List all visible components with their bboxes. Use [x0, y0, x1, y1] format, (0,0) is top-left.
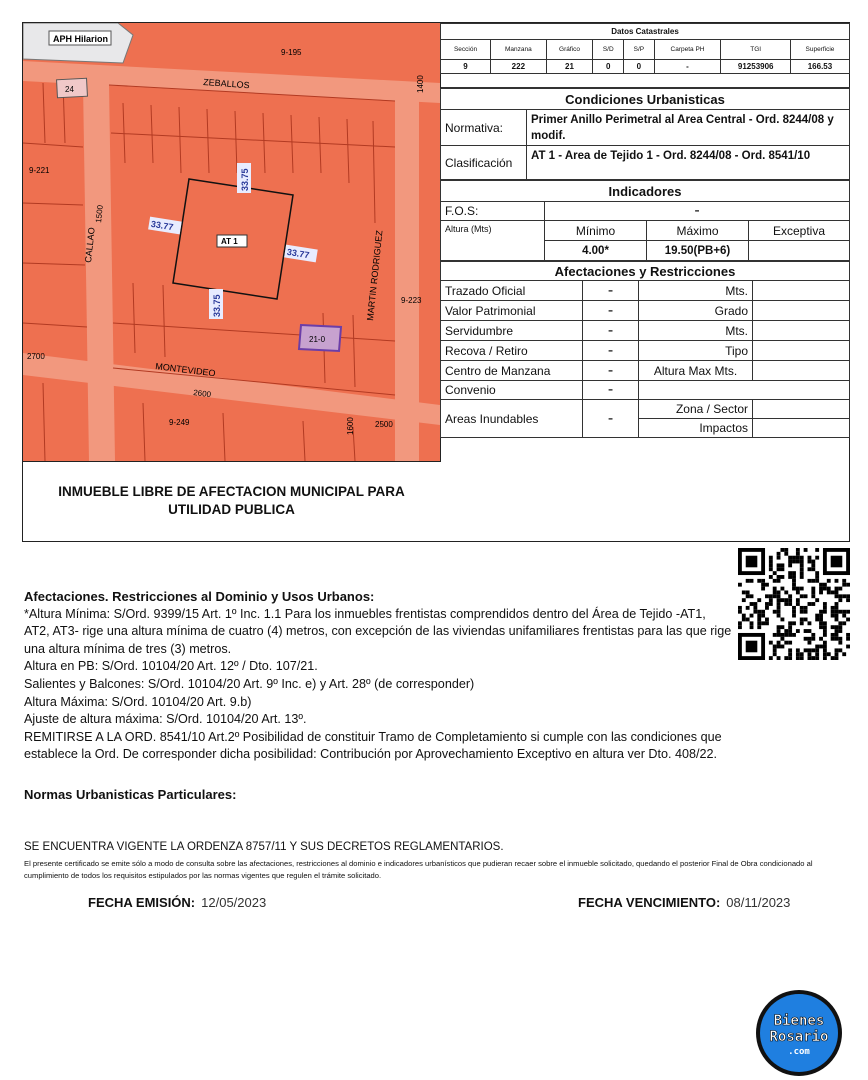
clasificacion-value: AT 1 - Area de Tejido 1 - Ord. 8244/08 - Ord. 8541/10: [527, 146, 850, 180]
fecha-vencimiento-value: 08/11/2023: [726, 895, 791, 910]
zona-sector-label: Zona / Sector: [639, 400, 753, 419]
bienes-rosario-logo: [754, 988, 844, 1078]
excepcion-value: [749, 241, 850, 261]
impactos-label: Impactos: [639, 419, 753, 438]
trazado-label: Trazado Oficial: [441, 281, 583, 301]
logo-line2: Rosario: [769, 1029, 829, 1045]
block-9-195: 9-195: [281, 48, 302, 57]
street-label-martin: MARTIN RODRIGUEZ: [365, 229, 385, 322]
street-martin: [395, 83, 419, 461]
normativa-value: Primer Anillo Perimetral al Area Central - Ord. 8244/08 y modif.: [527, 110, 850, 146]
centro-manzana-label: Centro de Manzana: [441, 361, 583, 381]
note-altura-minima: *Altura Mínima: S/Ord. 9399/15 Art. 1º Inc. 1.1 Para los inmuebles frentistas comprendidos dentro del Área de Tejido -AT1, AT2, AT3- rige una altura mínima de cuatro (4) metros, con excepción de las viviendas unifamiliares frentistas para las que rige una altura mínima de tres (3) metros.: [24, 606, 732, 656]
indicadores-table: [440, 180, 850, 261]
dim-right: 33.77: [286, 246, 311, 261]
logo-line3: .com: [788, 1047, 810, 1057]
convenio-label: Convenio: [441, 381, 583, 400]
fos-label: F.O.S:: [441, 202, 545, 221]
minimo-value: 4.00*: [545, 241, 647, 261]
num-2500: 2500: [375, 420, 393, 429]
value-seccion: 9: [441, 60, 491, 74]
certificate-frame: [22, 22, 850, 542]
excepcion-label: Exceptiva: [749, 221, 850, 241]
value-carpeta: -: [654, 60, 721, 74]
vigente-text: SE ENCUENTRA VIGENTE LA ORDENZA 8757/11 Y SUS DECRETOS REGLAMENTARIOS.: [24, 841, 504, 853]
header-manzana: Manzana: [491, 40, 547, 60]
block-9-223: 9-223: [401, 296, 422, 305]
afectacion-row: [441, 321, 850, 341]
value-manzana: 222: [491, 60, 547, 74]
header-tgi: TGI: [721, 40, 790, 60]
afectaciones-title: Afectaciones y Restricciones: [441, 262, 850, 281]
dim-top: 33.75: [240, 168, 250, 191]
public-use-banner: INMUEBLE LIBRE DE AFECTACION MUNICIPAL PARA UTILIDAD PUBLICA: [58, 484, 405, 517]
header-sd: S/D: [593, 40, 624, 60]
clasificacion-label: Clasificación: [441, 146, 527, 180]
header-grafico: Gráfico: [546, 40, 593, 60]
afectacion-row: [441, 301, 850, 321]
value-grafico: 21: [546, 60, 593, 74]
valor-patrimonial-unit: Grado: [639, 301, 753, 321]
cadastral-map: [23, 23, 441, 462]
afectacion-row: [441, 341, 850, 361]
logo-line1: Bienes: [773, 1013, 825, 1029]
num-2700: 2700: [27, 352, 45, 361]
convenio-unit: [639, 381, 850, 400]
aph-label: APH Hilarion: [53, 34, 109, 44]
note-remitirse: REMITIRSE A LA ORD. 8541/10 Art.2º Posibilidad de constituir Tramo de Completamiento si cumple con las condiciones que establece la Ord. De corresponder dicha posibilidad: Contribución por Aprovechamiento Exceptivo en altura ver Dto. 408/22.: [24, 729, 722, 762]
note-salientes: Salientes y Balcones: S/Ord. 10104/20 Art. 9º Inc. e) y Art. 28º (de corresponder): [24, 676, 475, 691]
afectaciones-table: [440, 261, 850, 438]
lot-21-0-label: 21-0: [309, 335, 326, 344]
dim-left: 33.77: [150, 218, 175, 233]
street-label-zeballos: ZEBALLOS: [202, 77, 250, 91]
datos-catastrales-title: Datos Catastrales: [441, 24, 850, 40]
catastro-value-row: [441, 60, 850, 74]
areas-inundables-label: Areas Inundables: [441, 400, 583, 438]
maximo-label: Máximo: [647, 221, 749, 241]
fecha-emision-value: 12/05/2023: [201, 895, 267, 910]
centro-manzana-value: -: [583, 361, 639, 381]
indicadores-title: Indicadores: [441, 181, 850, 202]
street-label-montevideo: MONTEVIDEO: [154, 361, 217, 379]
recova-unit: Tipo: [639, 341, 753, 361]
lot-24-label: 24: [65, 85, 74, 94]
servidumbre-label: Servidumbre: [441, 321, 583, 341]
header-carpeta: Carpeta PH: [654, 40, 721, 60]
qr-code: [738, 548, 850, 660]
header-superficie: Superficie: [790, 40, 849, 60]
block-9-221: 9-221: [29, 166, 50, 175]
datos-catastrales-table: [440, 23, 850, 88]
valor-patrimonial-value: -: [583, 301, 639, 321]
num-1500: 1500: [94, 204, 105, 224]
valor-patrimonial-label: Valor Patrimonial: [441, 301, 583, 321]
convenio-value: -: [583, 381, 639, 400]
street-label-callao: CALLAO: [83, 226, 97, 264]
centro-manzana-unit: Altura Max Mts.: [639, 361, 753, 381]
afectacion-row: [441, 381, 850, 400]
altura-label: Altura (Mts): [441, 221, 545, 261]
disclaimer-text: El presente certificado se emite sólo a modo de consulta sobre las afectaciones, restricciones al dominio e indicadores urbanísticos que pudieran recaer sobre el inmueble solicitado, quedando el posterior Final de Obra condicionado al cumplimiento de todos los requisitos estipulados por las normas vigentes que regulen el trámite solicitado.: [24, 859, 813, 880]
recova-label: Recova / Retiro: [441, 341, 583, 361]
normativa-label: Normativa:: [441, 110, 527, 146]
map-svg: [23, 23, 440, 461]
value-sd: 0: [593, 60, 624, 74]
value-superficie: 166.53: [790, 60, 849, 74]
num-1400: 1400: [416, 75, 425, 93]
areas-inundables-value: -: [583, 400, 639, 438]
fecha-vencimiento-label: FECHA VENCIMIENTO:: [578, 895, 721, 910]
condiciones-table: [440, 88, 850, 180]
value-tgi: 91253906: [721, 60, 790, 74]
afectaciones-notes: [24, 588, 734, 764]
afectacion-row: [441, 281, 850, 301]
num-1600: 1600: [346, 417, 355, 435]
condiciones-title: Condiciones Urbanisticas: [441, 89, 850, 110]
zone-label: AT 1: [221, 237, 238, 246]
notes-heading: Afectaciones. Restricciones al Dominio y Usos Urbanos:: [24, 589, 375, 604]
catastro-spacer: [441, 74, 850, 88]
trazado-value: -: [583, 281, 639, 301]
fecha-emision-label: FECHA EMISIÓN:: [88, 895, 196, 910]
minimo-label: Mínimo: [545, 221, 647, 241]
note-altura-maxima: Altura Máxima: S/Ord. 10104/20 Art. 9.b): [24, 694, 252, 709]
block-9-249: 9-249: [169, 418, 190, 427]
note-ajuste: Ajuste de altura máxima: S/Ord. 10104/20 Art. 13º.: [24, 712, 307, 727]
header-seccion: Sección: [441, 40, 491, 60]
value-sp: 0: [624, 60, 654, 74]
servidumbre-value: -: [583, 321, 639, 341]
fecha-vencimiento: [578, 895, 790, 910]
normas-heading: Normas Urbanisticas Particulares:: [24, 787, 237, 802]
note-altura-pb: Altura en PB: S/Ord. 10104/20 Art. 12º / Dto. 107/21.: [24, 659, 318, 674]
fecha-emision: [88, 895, 266, 910]
maximo-value: 19.50(PB+6): [647, 241, 749, 261]
fos-value: -: [545, 202, 850, 221]
afectacion-row: [441, 361, 850, 381]
header-sp: S/P: [624, 40, 654, 60]
num-2600: 2600: [192, 388, 212, 400]
data-panel: [440, 23, 850, 541]
trazado-unit: Mts.: [639, 281, 753, 301]
recova-value: -: [583, 341, 639, 361]
servidumbre-unit: Mts.: [639, 321, 753, 341]
dim-bottom: 33.75: [212, 294, 222, 317]
catastro-header-row: [441, 40, 850, 60]
